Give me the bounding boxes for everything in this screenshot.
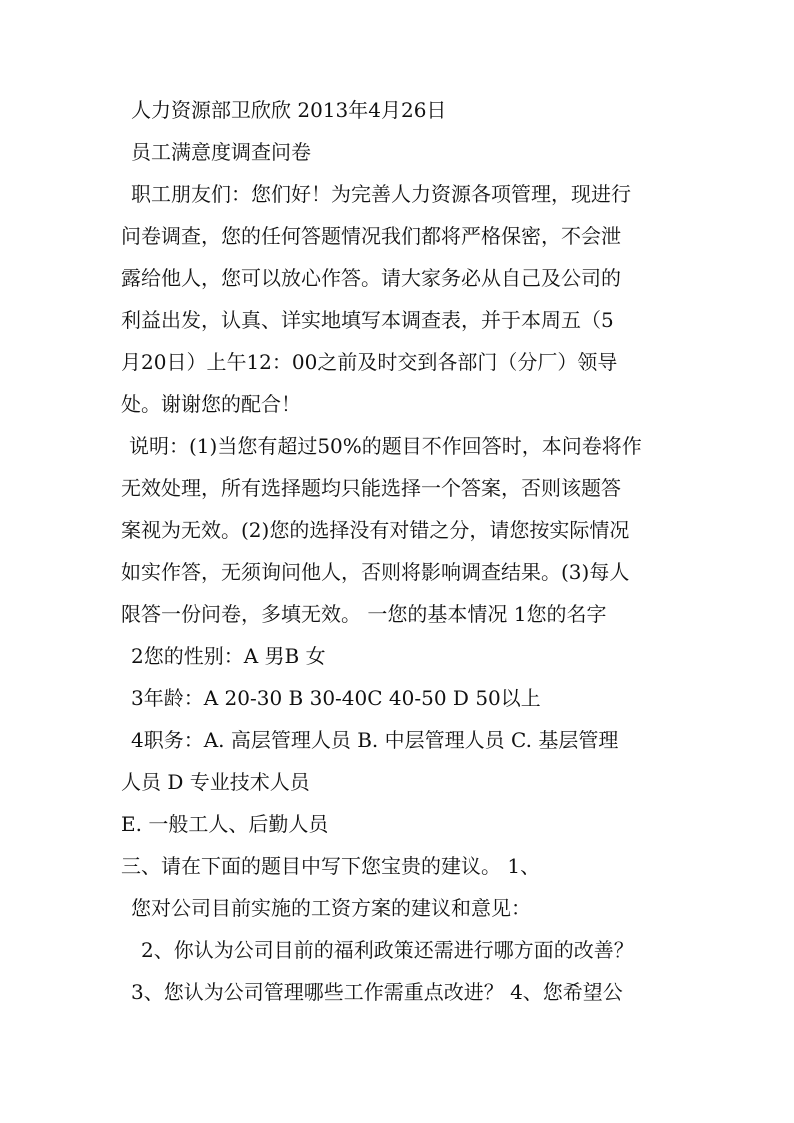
suggestion-question-3: 3、您认为公司管理哪些工作需重点改进？ 4、您希望公	[131, 980, 623, 1004]
greeting-line-2: 问卷调查，您的任何答题情况我们都将严格保密，不会泄	[121, 224, 621, 248]
notes-line-3: 案视为无效。(2)您的选择没有对错之分，请您按实际情况	[121, 518, 630, 542]
greeting-line-4: 利益出发，认真、详实地填写本调查表，并于本周五（5	[121, 308, 614, 332]
question-gender: 2您的性别：A 男B 女	[131, 644, 326, 668]
question-age: 3年龄：A 20-30 B 30-40C 40-50 D 50以上	[131, 686, 541, 710]
document-title: 员工满意度调查问卷	[131, 140, 311, 164]
notes-line-1: 说明：(1)当您有超过50%的题目不作回答时，本问卷将作	[129, 434, 642, 458]
suggestion-question-1: 您对公司目前实施的工资方案的建议和意见：	[131, 896, 531, 920]
document-header: 人力资源部卫欣欣 2013年4月26日	[131, 98, 447, 122]
notes-line-2: 无效处理，所有选择题均只能选择一个答案，否则该题答	[121, 476, 621, 500]
greeting-line-1: 职工朋友们：您们好！为完善人力资源各项管理，现进行	[131, 182, 631, 206]
question-position-option-e: E. 一般工人、后勤人员	[121, 812, 329, 836]
greeting-line-3: 露给他人，您可以放心作答。请大家务必从自己及公司的	[121, 266, 621, 290]
question-position: 4职务：A. 高层管理人员 B. 中层管理人员 C. 基层管理	[131, 728, 619, 752]
notes-line-5: 限答一份问卷，多填无效。 一您的基本情况 1您的名字	[121, 602, 607, 626]
question-position-cont: 人员 D 专业技术人员	[121, 770, 310, 794]
section-three-heading: 三、请在下面的题目中写下您宝贵的建议。 1、	[121, 854, 541, 878]
notes-line-4: 如实作答，无须询问他人，否则将影响调查结果。(3)每人	[121, 560, 630, 584]
suggestion-question-2: 2、你认为公司目前的福利政策还需进行哪方面的改善？	[141, 938, 634, 962]
greeting-line-5: 月20日）上午12：00之前及时交到各部门（分厂）领导	[121, 350, 618, 374]
greeting-line-6: 处。谢谢您的配合！	[121, 392, 301, 416]
